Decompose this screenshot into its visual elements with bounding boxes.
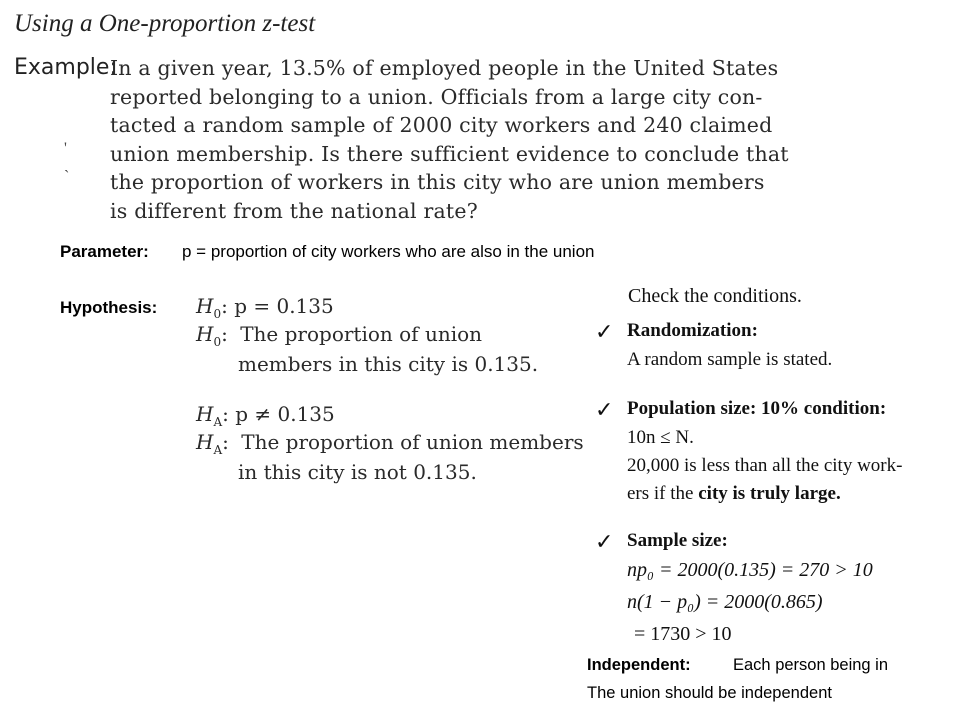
independent-text: Each person being in [733, 656, 889, 674]
sample-size-equation: np₀ = 2000(0.135) = 270 > 10 [627, 559, 873, 581]
margin-mark: ` [64, 168, 70, 185]
page-title: Using a One-proportion z-test [14, 10, 316, 37]
h0-symbol: H [196, 294, 214, 318]
checkmark-icon: ✓ [595, 398, 614, 423]
randomization-text: A random sample is stated. [627, 349, 833, 370]
checkmark-icon: ✓ [595, 320, 614, 345]
example-line: tacted a random sample of 2000 city workers and 240 claimed [110, 113, 773, 138]
ha-subscript: A [213, 415, 223, 429]
independent-text: The union should be independent [587, 684, 832, 702]
checkmark-icon: ✓ [595, 530, 614, 555]
example-line: union membership. Is there sufficient evidence to conclude that [110, 141, 789, 166]
conditions-title: Check the conditions. [628, 285, 802, 307]
example-line: is different from the national rate? [110, 198, 478, 223]
margin-mark: ' [64, 140, 67, 157]
randomization-heading: Randomization: [627, 320, 758, 341]
hypothesis-label: Hypothesis: [60, 298, 158, 317]
parameter-text: p = proportion of city workers who are also in the union [182, 242, 595, 261]
h0-symbol: H [196, 322, 214, 346]
h0-statement-line: members in this city is 0.135. [238, 352, 539, 376]
ha-symbol: H [196, 430, 214, 454]
ha-colon: : [222, 430, 229, 454]
example-problem-text [110, 54, 789, 226]
population-text-bold: city is truly large. [698, 483, 841, 504]
h0-subscript: 0 [213, 307, 222, 321]
example-label: Example: [14, 55, 117, 80]
example-line: the proportion of workers in this city who are union members [110, 170, 765, 195]
h0-statement-line: The proportion of union [240, 322, 483, 346]
example-line: reported belonging to a union. Officials from a large city con- [110, 84, 763, 109]
independent-label: Independent: [587, 656, 691, 674]
population-text-line: 20,000 is less than all the city work- [627, 455, 903, 476]
ha-symbol: H [196, 402, 214, 426]
sample-size-equation: = 1730 > 10 [634, 623, 732, 645]
example-line: In a given year, 13.5% of employed people in the United States [110, 56, 779, 80]
parameter-label: Parameter: [60, 242, 149, 261]
sample-size-heading: Sample size: [627, 530, 728, 551]
population-math: 10n ≤ N. [627, 427, 694, 448]
population-text-line [627, 480, 841, 508]
ha-equation: : p ≠ 0.135 [222, 402, 335, 426]
sample-size-equation: n(1 − p₀) = 2000(0.865) [627, 591, 823, 613]
ha-statement-line: The proportion of union members [241, 430, 584, 454]
h0-subscript: 0 [213, 335, 222, 349]
h0-equation: : p = 0.135 [221, 294, 334, 318]
ha-subscript: A [213, 443, 223, 457]
h0-colon: : [221, 322, 228, 346]
population-text-plain: ers if the [627, 483, 699, 504]
population-heading: Population size: 10% condition: [627, 398, 887, 419]
ha-statement-line: in this city is not 0.135. [238, 460, 477, 484]
